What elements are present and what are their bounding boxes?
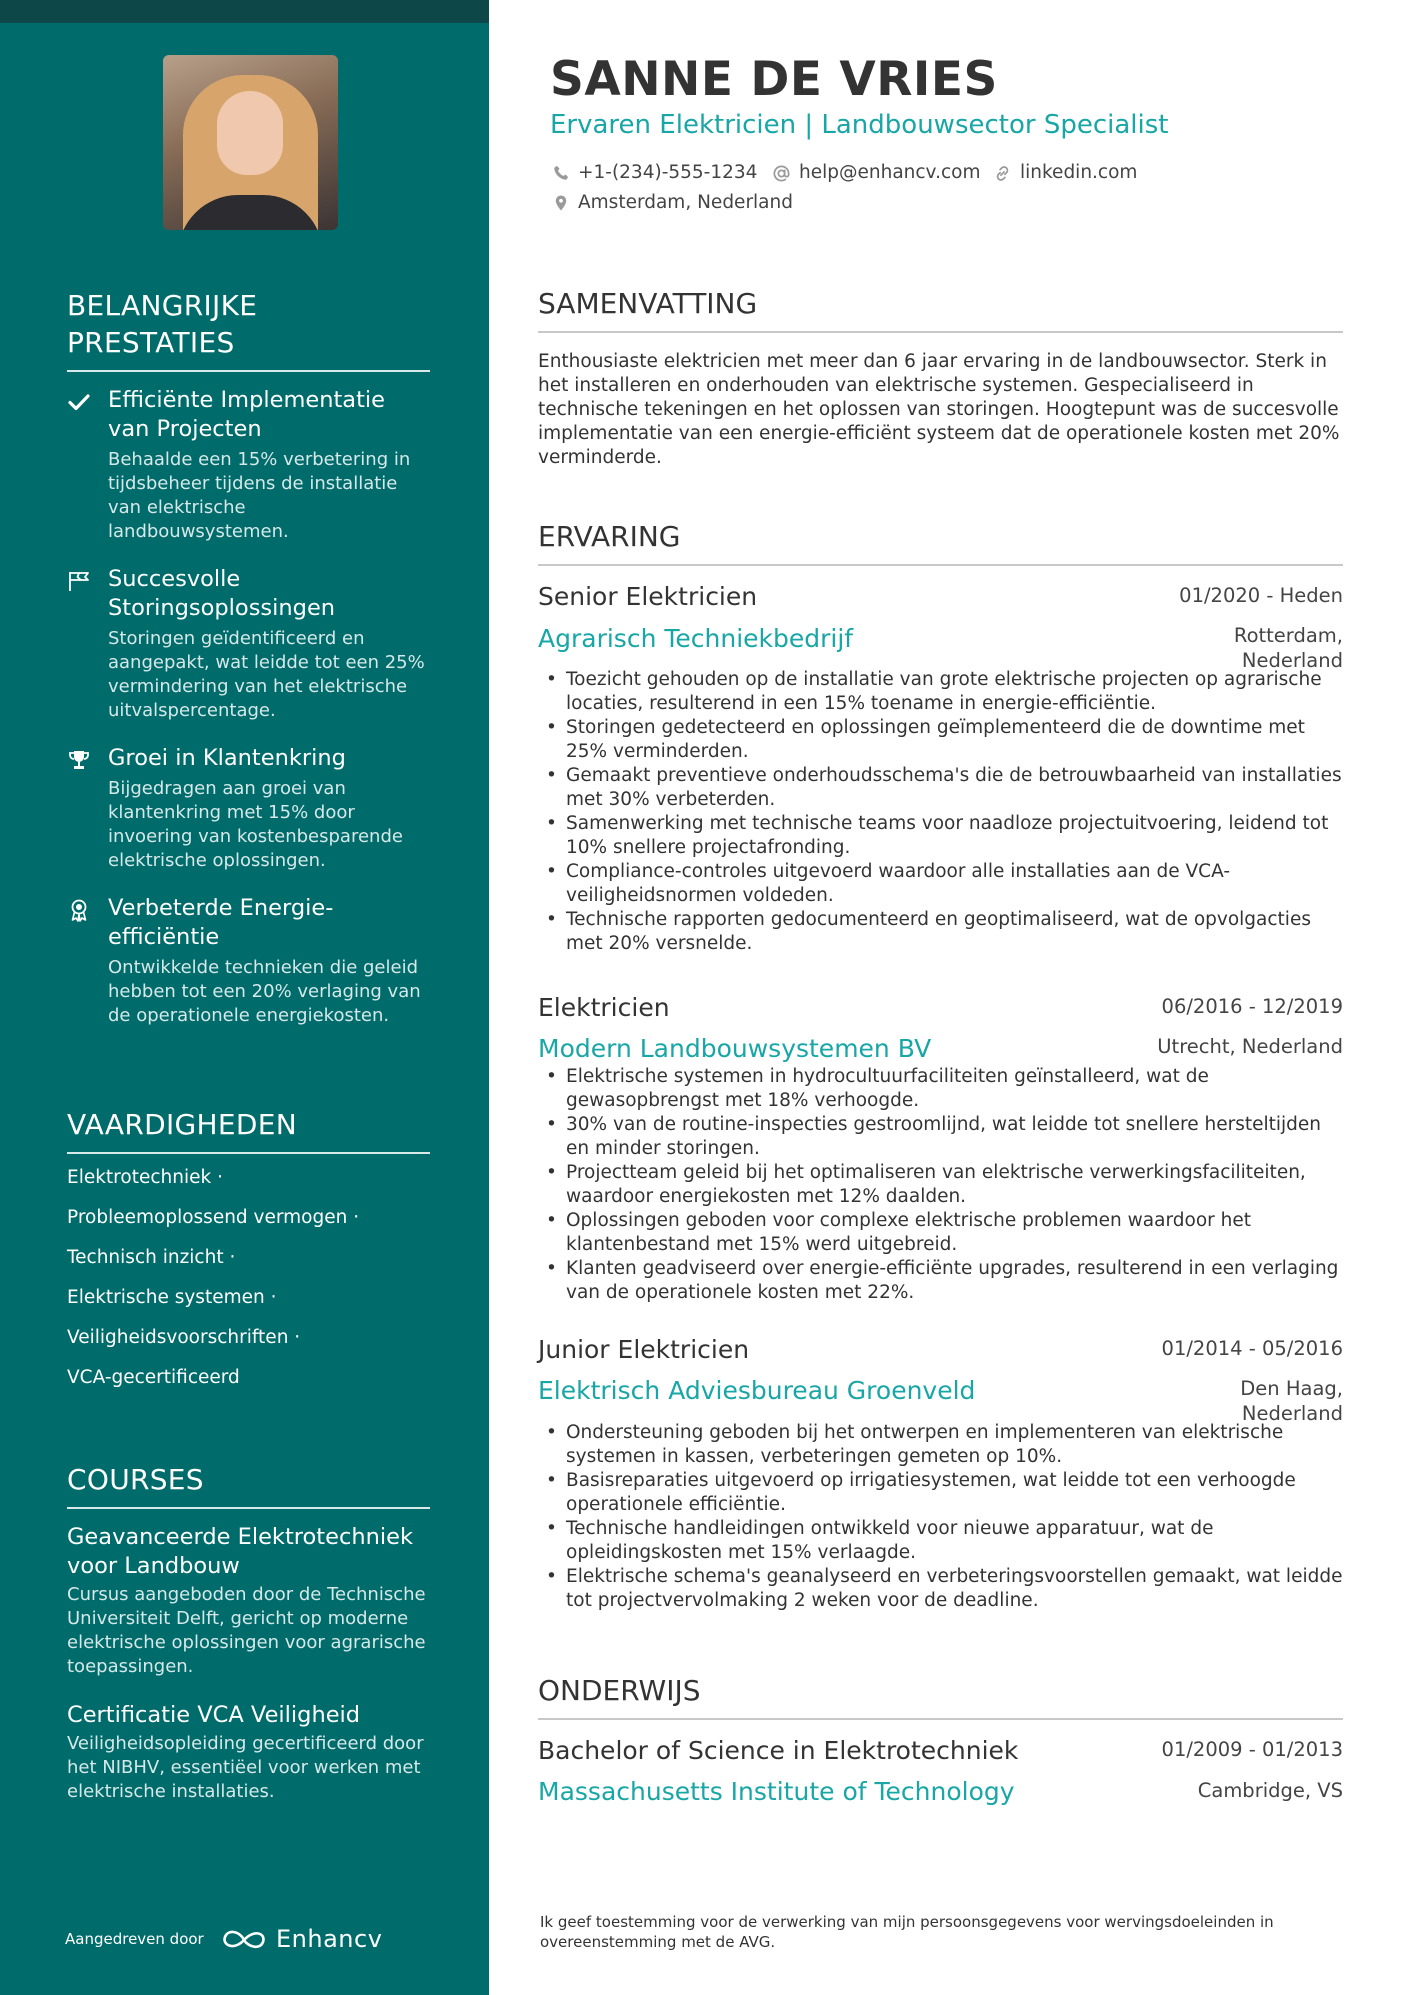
job-bullet: • Klanten geadviseerd over energie-efficiënte upgrades, resulterend in een verlaging van de operationele kosten met 22%. [538, 1257, 1343, 1305]
job-title: Senior Elektricien [538, 582, 758, 611]
achievement-item [67, 386, 430, 544]
summary-text: Enthousiaste elektricien met meer dan 6 jaar ervaring in de landbouwsector. Sterk in het installeren en onderhouden van elektrische systemen. Gespecialiseerd in technische tekeningen en het oplossen van storingen. Hoogtepunt was de succesvolle implementatie van een energie-efficiënt systeem dat de operationele kosten met 20% verminderde. [538, 351, 1340, 468]
contact-phone [552, 161, 757, 185]
job-location: Rotterdam, Nederland [1233, 624, 1343, 672]
courses-heading: COURSES [67, 1461, 430, 1509]
course-item [67, 1523, 430, 1679]
check-icon [67, 390, 91, 414]
course-item [67, 1701, 430, 1804]
linkedin-text[interactable]: linkedin.com [1020, 162, 1138, 183]
courses-section [67, 1461, 430, 1804]
achievement-title: Verbeterde Energie-efficiëntie [108, 895, 334, 950]
job-bullet: • Technische handleidingen ontwikkeld voor nieuwe apparatuur, wat de opleidingskosten met 15% verlaagde. [538, 1517, 1343, 1565]
achievement-desc: Bijgedragen aan groei van klantenkring met 15% door invoering van kostenbesparende elektrische oplossingen. [108, 778, 403, 871]
job-date: 01/2020 - Heden [1179, 584, 1343, 607]
job-bullets [538, 1421, 1343, 1613]
job-bullet: • Basisreparaties uitgevoerd op irrigatiesystemen, wat leidde tot een verhoogde operationele efficiëntie. [538, 1469, 1343, 1517]
job-bullet: • Ondersteuning geboden bij het ontwerpen en implementeren van elektrische systemen in kassen, verbeteringen gemeten op 10%. [538, 1421, 1343, 1469]
trophy-icon [67, 748, 91, 772]
job-bullet: • Gemaakt preventieve onderhoudsschema's die de betrouwbaarheid van installaties met 30% verbeterden. [538, 764, 1343, 812]
enhancv-mark-icon [220, 1925, 268, 1955]
phone-text: +1-(234)-555-1234 [578, 162, 758, 183]
powered-by-label: Aangedreven door [65, 1930, 204, 1948]
location-text: Amsterdam, Nederland [578, 192, 793, 213]
achievement-desc: Storingen geïdentificeerd en aangepakt, wat leidde tot een 25% vermindering van het elektrische uitvalspercentage. [108, 628, 425, 721]
job-bullets [538, 668, 1343, 956]
flag-icon [67, 569, 91, 593]
job-bullet: • Technische rapporten gedocumenteerd en geoptimaliseerd, wat de opvolgacties met 20% versnelde. [538, 908, 1343, 956]
education-heading: ONDERWIJS [538, 1673, 1343, 1720]
award-icon [67, 898, 91, 922]
location-pin-icon [552, 194, 570, 212]
skill-item: Veiligheidsvoorschriften · [67, 1327, 301, 1348]
job-date: 06/2016 - 12/2019 [1161, 995, 1343, 1018]
sidebar [0, 0, 489, 1995]
contact-location [552, 191, 793, 215]
job-location: Utrecht, Nederland [1157, 1035, 1343, 1058]
skill-item: VCA-gecertificeerd [67, 1367, 240, 1388]
job-company: Agrarisch Techniekbedrijf [538, 624, 854, 653]
email-text[interactable]: help@enhancv.com [799, 162, 981, 183]
job-location: Den Haag, Nederland [1240, 1377, 1343, 1425]
job-title: Elektricien [538, 993, 670, 1022]
phone-icon [552, 164, 570, 182]
skill-item: Elektrische systemen · [67, 1287, 277, 1308]
job-bullet: • Oplossingen geboden voor complexe elektrische problemen waardoor het klantenbestand met 15% werd uitgebreid. [538, 1209, 1343, 1257]
job-company: Modern Landbouwsystemen BV [538, 1034, 932, 1063]
enhancv-logo [220, 1920, 383, 1960]
skill-item: Technisch inzicht · [67, 1247, 236, 1268]
achievement-item [67, 894, 430, 1028]
achievement-title: Succesvolle Storingsoplossingen [108, 566, 336, 621]
contact-email[interactable] [772, 161, 980, 185]
achievements-heading: BELANGRIJKE PRESTATIES [67, 287, 430, 372]
job-date: 01/2014 - 05/2016 [1161, 1337, 1343, 1360]
consent-note: Ik geef toestemming voor de verwerking van mijn persoonsgegevens voor wervingsdoeleinden in overeenstemming met de AVG. [540, 1913, 1274, 1951]
education-school: Massachusetts Institute of Technology [538, 1777, 1015, 1806]
achievement-desc: Ontwikkelde technieken die geleid hebben tot een 20% verlaging van de operationele energiekosten. [108, 957, 421, 1026]
education-date: 01/2009 - 01/2013 [1161, 1738, 1343, 1761]
experience-heading: ERVARING [538, 519, 1343, 566]
contact-linkedin[interactable] [993, 161, 1137, 185]
job-bullet: • Toezicht gehouden op de installatie van grote elektrische projecten op agrarische locaties, resulterend in een 15% toename in energie-efficiëntie. [538, 668, 1343, 716]
summary-heading: SAMENVATTING [538, 286, 1343, 333]
skills-section [67, 1106, 430, 1390]
job-bullet: • Elektrische schema's geanalyseerd en verbeteringsvoorstellen gemaakt, wat leidde tot projectvervolmaking 2 weken voor de deadline. [538, 1565, 1343, 1613]
achievement-title: Efficiënte Implementatie van Projecten [108, 387, 385, 442]
achievement-item [67, 744, 430, 873]
candidate-name: SANNE DE VRIES [550, 52, 998, 107]
link-icon [993, 164, 1012, 183]
skill-item: Probleemoplossend vermogen · [67, 1207, 360, 1228]
skill-item: Elektrotechniek · [67, 1167, 223, 1188]
job-bullets [538, 1065, 1343, 1305]
enhancv-brand: Enhancv [276, 1925, 383, 1953]
course-desc: Veiligheidsopleiding gecertificeerd door het NIBHV, essentiëel voor werken met elektrische installaties. [67, 1733, 424, 1802]
job-bullet: • 30% van de routine-inspecties gestroomlijnd, wat leidde tot snellere hersteltijden en minder storingen. [538, 1113, 1343, 1161]
at-icon [772, 164, 791, 183]
achievements-section [67, 287, 430, 1028]
education-entry [538, 1735, 1343, 1808]
skills-heading: VAARDIGHEDEN [67, 1106, 430, 1154]
job-company: Elektrisch Adviesbureau Groenveld [538, 1376, 976, 1405]
achievement-title: Groei in Klantenkring [108, 745, 346, 771]
candidate-subtitle: Ervaren Elektricien | Landbouwsector Specialist [550, 110, 1169, 140]
job-bullet: • Compliance-controles uitgevoerd waardoor alle installaties aan de VCA-veiligheidsnormen voldeden. [538, 860, 1343, 908]
profile-photo [163, 55, 338, 230]
education-location: Cambridge, VS [1197, 1779, 1343, 1802]
course-desc: Cursus aangeboden door de Technische Universiteit Delft, gericht op moderne elektrische oplossingen voor agrarische toepassingen. [67, 1584, 426, 1677]
education-degree: Bachelor of Science in Elektrotechniek [538, 1736, 1019, 1765]
job-bullet: • Elektrische systemen in hydrocultuurfaciliteiten geïnstalleerd, wat de gewasopbrengst met 18% verhoogde. [538, 1065, 1343, 1113]
sidebar-top-bar [0, 0, 489, 23]
job-entry [538, 992, 1343, 1305]
job-bullet: • Samenwerking met technische teams voor naadloze projectuitvoering, leidend tot 10% snellere projectafronding. [538, 812, 1343, 860]
job-bullet: • Storingen gedetecteerd en oplossingen geïmplementeerd die de downtime met 25% verminderden. [538, 716, 1343, 764]
course-title: Certificatie VCA Veiligheid [67, 1702, 361, 1728]
job-title: Junior Elektricien [538, 1335, 750, 1364]
job-entry [538, 581, 1343, 956]
course-title: Geavanceerde Elektrotechniek voor Landbouw [67, 1524, 413, 1579]
achievement-item [67, 565, 430, 723]
achievement-desc: Behaalde een 15% verbetering in tijdsbeheer tijdens de installatie van elektrische landbouwsystemen. [108, 449, 411, 542]
job-bullet: • Projectteam geleid bij het optimaliseren van elektrische verwerkingsfaciliteiten, waardoor energiekosten met 12% daalden. [538, 1161, 1343, 1209]
job-entry [538, 1334, 1343, 1613]
